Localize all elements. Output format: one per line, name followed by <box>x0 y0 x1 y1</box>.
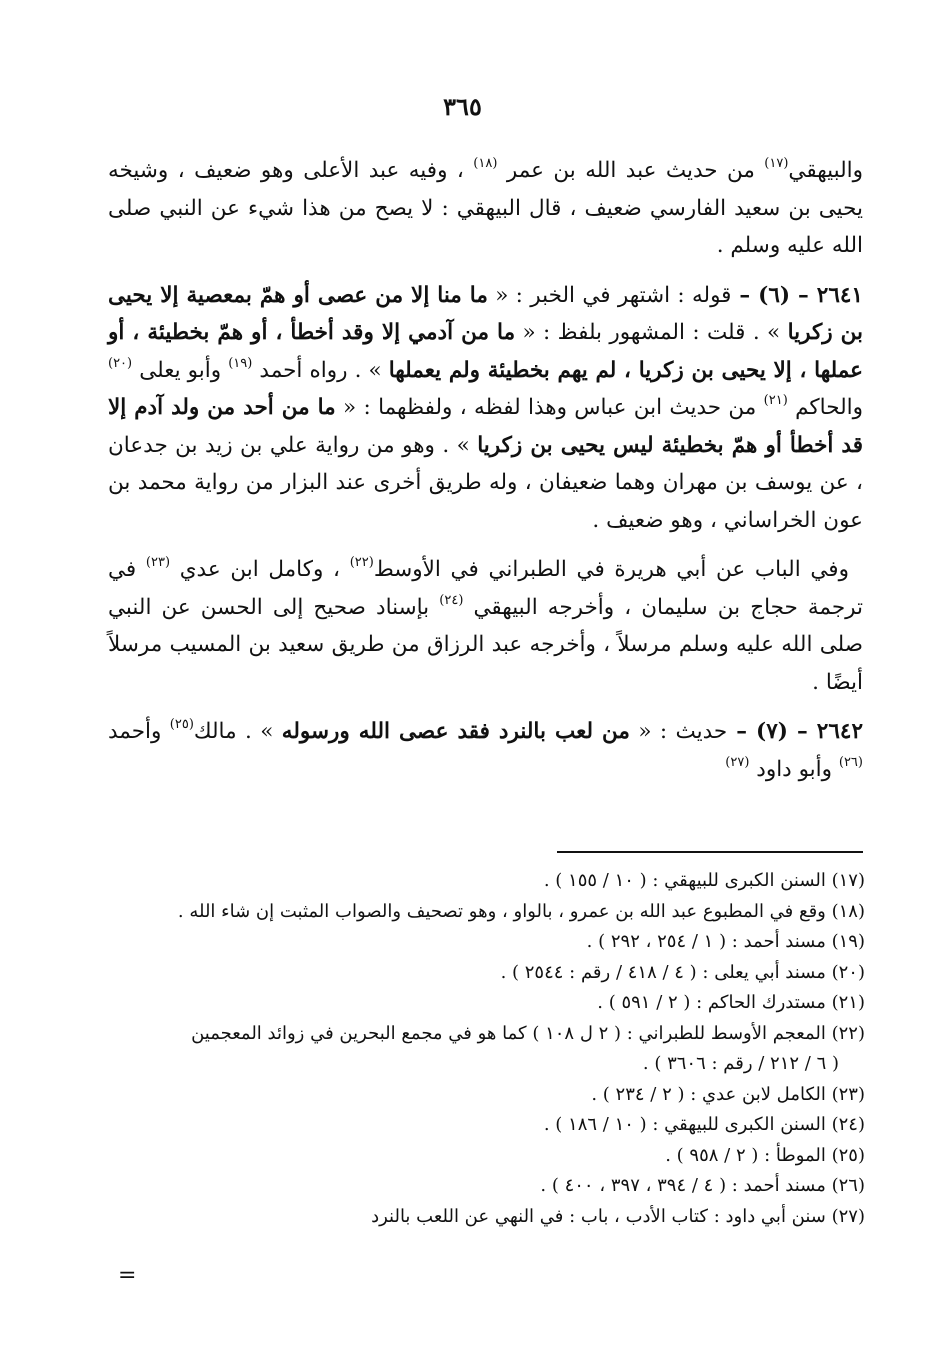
footnotes-section <box>90 866 865 1232</box>
text-run: وأبو يعلى <box>132 357 229 383</box>
footnote-ref: (٢٧) <box>725 754 750 770</box>
text-run: وأحمد <box>108 719 170 744</box>
main-text <box>108 152 863 788</box>
bold-text: من لعب بالنرد فقد عصى الله ورسوله <box>281 719 630 744</box>
footnote-ref: (٢٦) <box>838 754 863 770</box>
footnote: (٢٢) المعجم الأوسط للطبراني : ( ٢ ل ١٠٨ ) كما هو في مجمع البحرين في زوائد المعجمين <box>191 1022 865 1044</box>
footnote: (٢٤) السنن الكبرى للبيهقي : ( ١٠ / ١٨٦ ) . <box>543 1114 865 1135</box>
footnote: (٢٥) الموطأ : ( ٢ / ٩٥٨ ) . <box>665 1144 865 1166</box>
text-run: وأبو داود <box>749 756 839 782</box>
text-run: » . مالك <box>193 719 282 744</box>
bold-text: ما من أحد من ولد آدم إلا قد أخطأ أو همّ بخطيئة ليس يحيى بن زكريا <box>108 395 863 458</box>
footnote: ( ٦ / ٢١٢ / رقم : ٣٦٠٦ ) . <box>642 1053 839 1074</box>
footnote-ref: (١٨) <box>473 156 498 171</box>
footnote: (٢٠) مسند أبي يعلى : ( ٤ / ٤١٨ / رقم : ٢٥٤٤ ) . <box>500 961 865 983</box>
footnote-ref: (١٧) <box>764 156 789 171</box>
footnote: (١٧) السنن الكبرى للبيهقي : ( ١٠ / ١٥٥ ) . <box>543 870 865 891</box>
text-run: من حديث عبد الله بن عمر <box>497 158 765 183</box>
bold-text: ما من آدمي إلا وقد أخطأ ، أو همّ بخطيئة ، أو عملها ، إلا يحيى بن زكريا ، لم يهم بخطيئة ولم يعملها <box>108 320 864 383</box>
footnote: (٢٦) مسند أحمد : ( ٤ / ٣٩٤ ، ٣٩٧ ، ٤٠٠ ) . <box>540 1175 865 1196</box>
text-run: بإسناد صحيح إلى الحسن عن النبي صلى الله عليه وسلم مرسلاً ، وأخرجه عبد الرزاق من طريق سعيد بن المسيب مرسلاً أيضًا . <box>108 594 863 695</box>
footnote: (١٩) مسند أحمد : ( ١ / ٢٥٤ ، ٢٩٢ ) . <box>586 931 865 952</box>
text-run: » . رواه أحمد <box>252 357 389 383</box>
text-run: قوله : اشتهر في الخبر : « <box>487 282 732 308</box>
paragraph <box>108 152 863 265</box>
footnote-ref: (٢٤) <box>439 592 464 608</box>
text-run: حديث : « <box>629 719 728 744</box>
paragraph <box>108 277 863 540</box>
footnote-ref: (١٩) <box>228 355 253 371</box>
footnote-ref: (٢٣) <box>145 555 171 570</box>
bold-text: ما منا إلا من عصى أو همّ بمعصية إلا يحيى بن زكريا <box>108 282 863 345</box>
footnote-ref: (٢٥) <box>169 717 194 732</box>
text-run: من حديث ابن عباس وهذا لفظه ، ولفظهما : « <box>335 395 764 420</box>
bold-text: ٢٦٤١ – (٦) – <box>731 282 863 308</box>
footnote: (١٨) وقع في المطبوع عبد الله بن عمرو ، بالواو ، وهو تصحيف والصواب المثبت إن شاء الله . <box>177 900 865 922</box>
text-run: والبيهقي <box>788 158 864 183</box>
footnote: (٢٣) الكامل لابن عدي : ( ٢ / ٢٣٤ ) . <box>591 1083 865 1105</box>
text-run: في ترجمة حجاج بن سليمان ، وأخرجه البيهقي <box>108 557 863 620</box>
text-run: » . وهو من رواية علي بن زيد بن جدعان ، عن يوسف بن مهران وهما ضعيفان ، وله طريق أخرى عند البزار من رواية محمد بن عون الخراساني ، وهو ضعيف . <box>108 432 863 533</box>
text-run: ، وفيه عبد الأعلى وهو ضعيف ، وشيخه يحيى بن سعيد الفارسي ضعيف ، قال البيهقي : لا يصح من هذا شيء عن النبي صلى الله عليه وسلم . <box>108 158 863 258</box>
paragraph <box>108 713 863 788</box>
footnote-ref: (٢١) <box>763 393 788 408</box>
footnote: (٢١) مستدرك الحاكم : ( ٢ / ٥٩١ ) . <box>597 992 865 1013</box>
text-run: ، وكامل ابن عدي <box>170 557 350 582</box>
footnote: (٢٧) سنن أبي داود : كتاب الأدب ، باب : في النهي عن اللعب بالنرد <box>371 1205 865 1227</box>
continuation-mark: = <box>118 1263 137 1288</box>
text-run: والحاكم <box>787 395 864 420</box>
text-run: » . قلت : المشهور بلفظ : « <box>515 320 788 345</box>
footnote-separator <box>557 851 863 853</box>
bold-text: ٢٦٤٢ – (٧) – <box>727 719 863 744</box>
footnote-ref: (٢٠) <box>108 355 133 371</box>
page-number: ٣٦٥ <box>443 92 482 121</box>
paragraph <box>108 551 863 701</box>
footnote-ref: (٢٢) <box>349 555 374 570</box>
text-run: وفي الباب عن أبي هريرة في الطبراني في الأوسط <box>373 557 849 582</box>
